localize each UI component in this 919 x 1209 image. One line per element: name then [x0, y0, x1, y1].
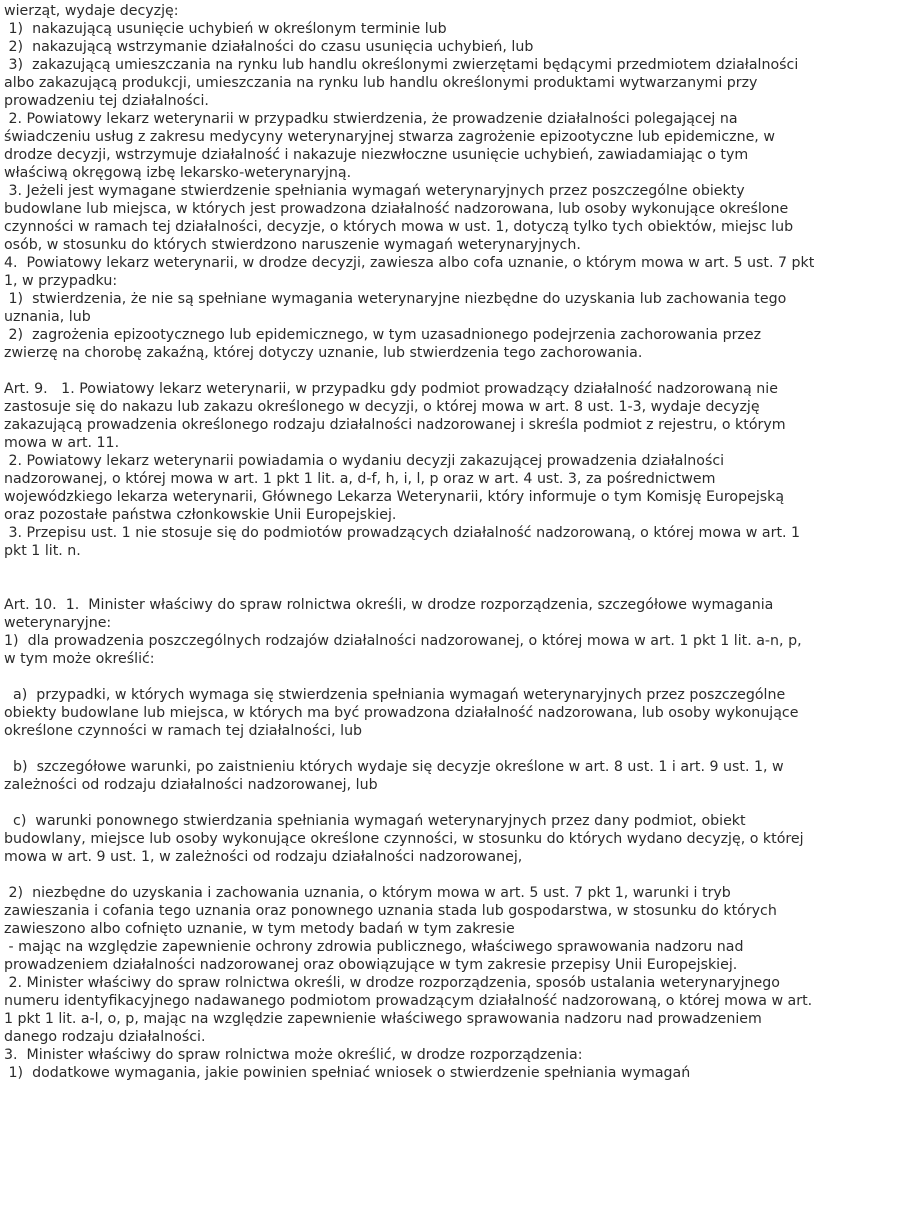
blank-line: [4, 668, 916, 686]
text-line: oraz pozostałe państwa członkowskie Unii Europejskiej.: [4, 507, 397, 523]
text-line: nadzorowanej, o której mowa w art. 1 pkt 1 lit. a, d-f, h, i, l, p oraz w art. 4 ust. 3, za pośrednictwem: [4, 471, 716, 487]
text-line: a) przypadki, w których wymaga się stwierdzenia spełniania wymagań weterynaryjnych przez poszczególne: [4, 687, 786, 703]
text-line: zastosuje się do nakazu lub zakazu określonego w decyzji, o której mowa w art. 8 ust. 1-3, wydaje decyzję: [4, 399, 760, 415]
text-line: mowa w art. 9 ust. 1, w zależności od rodzaju działalności nadzorowanej,: [4, 849, 523, 865]
text-line: 2. Powiatowy lekarz weterynarii w przypadku stwierdzenia, że prowadzenie działalności polegającej na: [4, 111, 738, 127]
text-line: 3) zakazującą umieszczania na rynku lub handlu określonymi zwierzętami będącymi przedmiotem działalności: [4, 57, 799, 73]
text-line: Art. 9. 1. Powiatowy lekarz weterynarii, w przypadku gdy podmiot prowadzący działalność nadzorowaną nie: [4, 381, 778, 397]
text-line: pkt 1 lit. n.: [4, 543, 81, 559]
blank-line: [4, 362, 916, 380]
text-line: w tym może określić:: [4, 651, 155, 667]
text-line: zawieszono albo cofnięto uznanie, w tym metody badań w tym zakresie: [4, 921, 515, 937]
text-line: obiekty budowlane lub miejsca, w których ma być prowadzona działalność nadzorowana, lub osoby wykonujące: [4, 705, 799, 721]
text-line: albo zakazującą produkcji, umieszczania na rynku lub handlu określonymi produktami wytwarzanymi przy: [4, 75, 758, 91]
blank-line: [4, 866, 916, 884]
text-line: 3. Jeżeli jest wymagane stwierdzenie spełniania wymagań weterynaryjnych przez poszczególne obiekty: [4, 183, 745, 199]
text-line: prowadzeniem działalności nadzorowanej oraz obowiązujące w tym zakresie przepisy Unii Europejskiej.: [4, 957, 738, 973]
blank-line: [4, 578, 916, 596]
text-line: 1) dla prowadzenia poszczególnych rodzajów działalności nadzorowanej, o której mowa w art. 1 pkt 1 lit. a-n, p,: [4, 633, 802, 649]
text-line: 1) dodatkowe wymagania, jakie powinien spełniać wniosek o stwierdzenie spełniania wymagań: [4, 1065, 691, 1081]
text-line: osób, w stosunku do których stwierdzono naruszenie wymagań weterynaryjnych.: [4, 237, 581, 253]
text-line: 2) zagrożenia epizootycznego lub epidemicznego, w tym uzasadnionego podejrzenia zachorowania przez: [4, 327, 762, 343]
text-line: 3. Przepisu ust. 1 nie stosuje się do podmiotów prowadzących działalność nadzorowaną, o której mowa w art. 1: [4, 525, 801, 541]
text-line: zwierzę na chorobę zakaźną, której dotyczy uznanie, lub stwierdzenia tego zachorowania.: [4, 345, 643, 361]
text-line: czynności w ramach tej działalności, decyzje, o których mowa w ust. 1, dotyczą tylko tych obiektów, miejsc lub: [4, 219, 794, 235]
text-line: 4. Powiatowy lekarz weterynarii, w drodze decyzji, zawiesza albo cofa uznanie, o którym mowa w art. 5 ust. 7 pkt: [4, 255, 815, 271]
text-line: 1) stwierdzenia, że nie są spełniane wymagania weterynaryjne niezbędne do uzyskania lub zachowania tego: [4, 291, 787, 307]
document-body: [4, 2, 916, 1082]
text-line: zależności od rodzaju działalności nadzorowanej, lub: [4, 777, 378, 793]
blank-line: [4, 740, 916, 758]
text-line: 2. Powiatowy lekarz weterynarii powiadamia o wydaniu decyzji zakazującej prowadzenia działalności: [4, 453, 725, 469]
text-line: 3. Minister właściwy do spraw rolnictwa może określić, w drodze rozporządzenia:: [4, 1047, 583, 1063]
text-line: 1 pkt 1 lit. a-l, o, p, mając na względzie zapewnienie właściwego sprawowania nadzoru nad prowadzeniem: [4, 1011, 762, 1027]
text-line: uznania, lub: [4, 309, 91, 325]
text-line: prowadzeniu tej działalności.: [4, 93, 209, 109]
text-line: wojewódzkiego lekarza weterynarii, Głównego Lekarza Weterynarii, który informuje o tym Komisję Europejską: [4, 489, 785, 505]
text-line: c) warunki ponownego stwierdzania spełniania wymagań weterynaryjnych przez dany podmiot, obiekt: [4, 813, 746, 829]
text-line: budowlany, miejsce lub osoby wykonujące określone czynności, w stosunku do których wydano decyzję, o której: [4, 831, 804, 847]
blank-line: [4, 794, 916, 812]
text-line: wierząt, wydaje decyzję:: [4, 3, 179, 19]
text-line: 2) nakazującą wstrzymanie działalności do czasu usunięcia uchybień, lub: [4, 39, 534, 55]
text-line: 1, w przypadku:: [4, 273, 118, 289]
text-line: drodze decyzji, wstrzymuje działalność i nakazuje niezwłoczne usunięcie uchybień, zawiadamiając o tym: [4, 147, 749, 163]
text-line: weterynaryjne:: [4, 615, 112, 631]
text-line: zakazującą prowadzenia określonego rodzaju działalności nadzorowanej i skreśla podmiot z rejestru, o którym: [4, 417, 786, 433]
text-line: zawieszania i cofania tego uznania oraz ponownego uznania stada lub gospodarstwa, w stosunku do których: [4, 903, 777, 919]
text-line: - mając na względzie zapewnienie ochrony zdrowia publicznego, właściwego sprawowania nadzoru nad: [4, 939, 744, 955]
text-line: 2. Minister właściwy do spraw rolnictwa określi, w drodze rozporządzenia, sposób ustalania weterynaryjnego: [4, 975, 780, 991]
text-line: Art. 10. 1. Minister właściwy do spraw rolnictwa określi, w drodze rozporządzenia, szczegółowe wymagania: [4, 597, 774, 613]
text-line: danego rodzaju działalności.: [4, 1029, 206, 1045]
text-line: 2) niezbędne do uzyskania i zachowania uznania, o którym mowa w art. 5 ust. 7 pkt 1, warunki i tryb: [4, 885, 731, 901]
text-line: budowlane lub miejsca, w których jest prowadzona działalność nadzorowana, lub osoby wykonujące określone: [4, 201, 789, 217]
text-line: numeru identyfikacyjnego nadawanego podmiotom prowadzącym działalność nadzorowaną, o której mowa w art.: [4, 993, 813, 1009]
blank-line: [4, 560, 916, 578]
text-line: 1) nakazującą usunięcie uchybień w określonym terminie lub: [4, 21, 447, 37]
text-line: b) szczegółowe warunki, po zaistnieniu których wydaje się decyzje określone w art. 8 ust. 1 i art. 9 ust. 1, w: [4, 759, 784, 775]
text-line: świadczeniu usług z zakresu medycyny weterynaryjnej stwarza zagrożenie epizootyczne lub epidemiczne, w: [4, 129, 775, 145]
text-line: określone czynności w ramach tej działalności, lub: [4, 723, 363, 739]
text-line: mowa w art. 11.: [4, 435, 120, 451]
text-line: właściwą okręgową izbę lekarsko-weterynaryjną.: [4, 165, 352, 181]
